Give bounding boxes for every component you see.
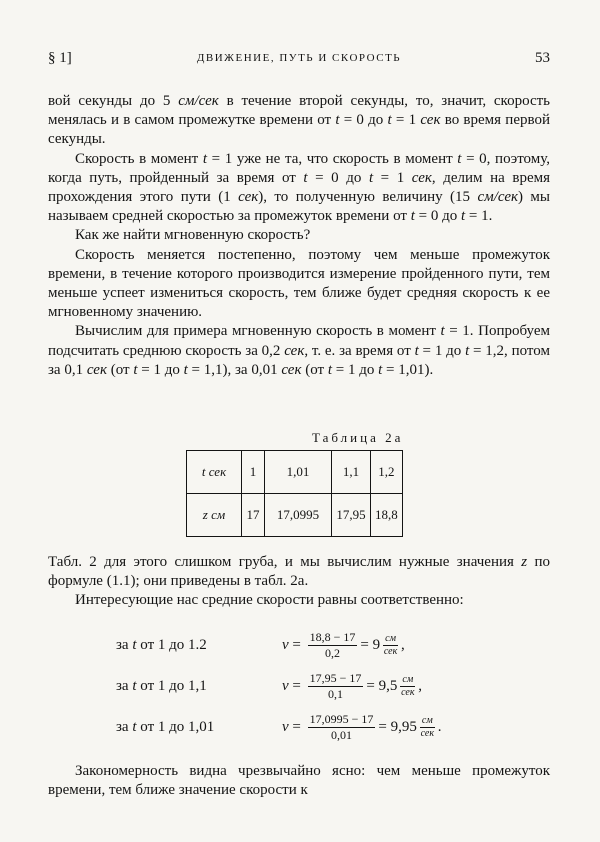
formula-label: за t от 1 до 1,1 [116,678,207,694]
table-caption: Таблица 2а [312,430,404,445]
table-cell: 1 [242,451,265,494]
page-header [48,50,550,74]
table-cell: 17 [242,494,265,537]
table-cell: 17,0995 [265,494,332,537]
paragraph: Скорость в момент t = 1 уже не та, что скорость в момент t = 0, поэтому, когда путь, пройденный за время от t = 0 до t = 1 сек, делим на время прохождения этого пути (1 сек), то полученную величину (15 см/сек) мы называем средней скоростью за промежуток времени от t = 0 до t = 1. [48,150,551,225]
text-block-middle [48,553,550,611]
formula-label: за t от 1 до 1,01 [116,719,215,735]
table-cell: 1,1 [332,451,371,494]
table-row-label: t сек [187,451,242,494]
page-number: 53 [535,50,550,66]
section-marker: § 1] [48,50,72,66]
table-cell: 17,95 [332,494,371,537]
formula-label: за t от 1 до 1.2 [116,637,207,653]
data-table [186,450,403,537]
paragraph: Скорость меняется постепенно, поэтому чем меньше промежуток времени, в течение которого производится измерение пройденного пути, тем меньше успеет измениться скорость, тем ближе будет средняя скорость к ее мгновенному значению. [48,246,550,321]
table-row [187,451,403,494]
paragraph: Интересующие нас средние скорости равны соответственно: [75,592,464,609]
table-cell: 1,2 [371,451,403,494]
paragraph: Вычислим для примера мгновенную скорость в момент t = 1. Попробуем подсчитать среднюю скорость за 0,2 сек, т. е. за время от t = 1 до t = 1,2, потом за 0,1 сек (от t = 1 до t = 1,1), за 0,01 сек (от t = 1 до t = 1,01). [48,323,550,378]
paragraph: Как же найти мгновенную скорость? [75,227,311,244]
formula-equation: v = $\frac{17,95 - 17}{0,1}$ = 9,5 $\frac{см}{\text{сек}}$ , [282,670,422,701]
table-row [187,494,403,537]
formula-equation: v = $\frac{18,8 - 17}{0,2}$ = 9 $\frac{см}{\text{сек}}$ , [282,629,405,660]
formula-equation: v = $\frac{17,0995 - 17}{0,01}$ = 9,95 $\frac{см}{\text{сек}}$ . [282,711,442,742]
text-block-lower [48,762,550,800]
running-title: ДВИЖЕНИЕ, ПУТЬ И СКОРОСТЬ [196,52,402,64]
paragraph: вой секунды до 5 см/сек в течение второй секунды, то, значит, скорость менялась и в самом промежутке времени от t = 0 до t = 1 сек во время первой секунды. [48,93,550,148]
table-cell: 18,8 [371,494,403,537]
table-row-label: z см [187,494,242,537]
table-cell: 1,01 [265,451,332,494]
paragraph: Закономерность видна чрезвычайно ясно: чем меньше промежуток времени, тем ближе значение скорости к [48,763,550,799]
paragraph: Табл. 2 для этого слишком груба, и мы вычислим нужные значения z по формуле (1.1); они приведены в табл. 2а. [48,554,550,590]
text-block-upper [48,92,550,380]
